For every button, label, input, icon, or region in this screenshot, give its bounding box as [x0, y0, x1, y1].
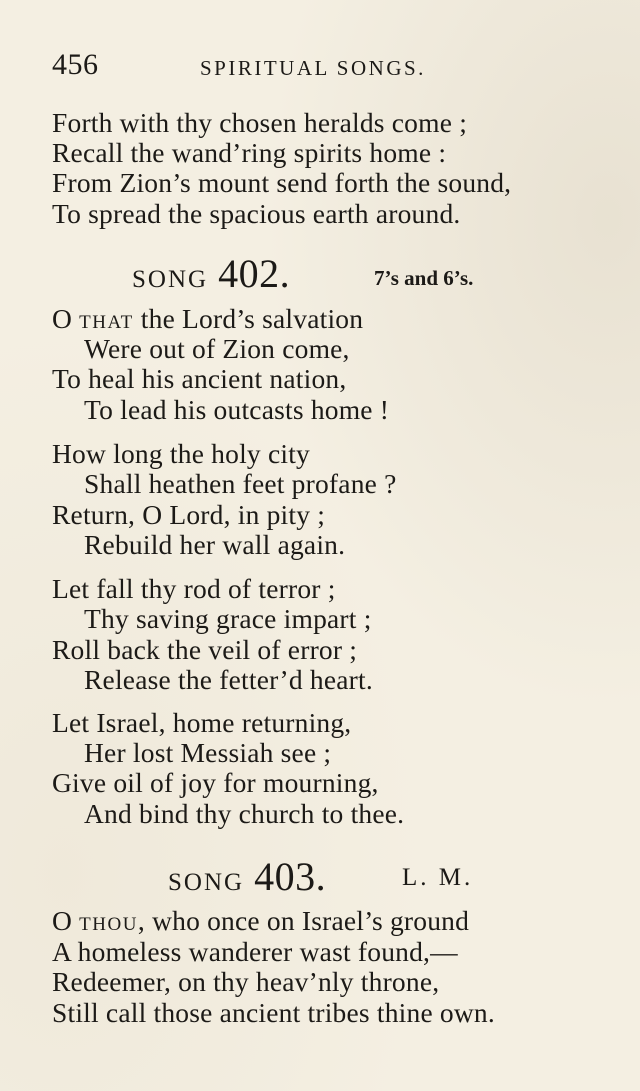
first-line-rest: , who once on Israel’s ground	[137, 905, 470, 936]
verse-line: Forth with thy chosen heralds come ;	[52, 107, 468, 138]
verse-line: Roll back the veil of error ;	[52, 634, 358, 665]
page-number: 456	[52, 48, 99, 81]
verse-line: Release the fetter’d heart.	[84, 664, 373, 695]
verse-line: Were out of Zion come,	[84, 333, 350, 364]
verse-line: Redeemer, on thy heav’nly throne,	[52, 966, 440, 997]
first-word: O	[52, 905, 73, 936]
song-label: SONG	[168, 869, 245, 896]
verse-line: Still call those ancient tribes thine own.	[52, 997, 495, 1028]
first-verse-line	[52, 906, 469, 940]
song-number: 402.	[218, 251, 291, 296]
verse-line: Return, O Lord, in pity ;	[52, 499, 326, 530]
verse-line: To spread the spacious earth around.	[52, 198, 461, 229]
first-word: O	[52, 303, 73, 334]
page-header	[52, 48, 592, 88]
verse-line: From Zion’s mount send forth the sound,	[52, 167, 512, 198]
small-caps-word: THAT	[79, 312, 134, 333]
verse-line: Let Israel, home returning,	[52, 707, 352, 738]
song-403-title	[168, 853, 326, 900]
first-line-rest: the Lord’s salvation	[133, 303, 364, 334]
verse-line: Thy saving grace impart ;	[84, 603, 372, 634]
song-402-title	[132, 250, 290, 297]
verse-line: Shall heathen feet profane ?	[84, 468, 397, 499]
verse-line: To heal his ancient nation,	[52, 363, 347, 394]
verse-line: Let fall thy rod of terror ;	[52, 573, 336, 604]
song-label: SONG	[132, 266, 209, 293]
song-402-meter: 7’s and 6’s.	[374, 266, 474, 290]
verse-line: Recall the wand’ring spirits home :	[52, 137, 447, 168]
running-head: SPIRITUAL SONGS.	[200, 56, 426, 80]
song-number: 403.	[254, 854, 327, 899]
verse-line: A homeless wanderer wast found,—	[52, 936, 458, 967]
small-caps-word: THOU	[79, 914, 138, 935]
verse-line: Her lost Messiah see ;	[84, 737, 332, 768]
verse-line: Rebuild her wall again.	[84, 529, 346, 560]
verse-line: To lead his outcasts home !	[84, 394, 390, 425]
verse-line: And bind thy church to thee.	[84, 798, 405, 829]
song-403-meter: L. M.	[402, 864, 474, 891]
verse-line: How long the holy city	[52, 438, 310, 469]
verse-line: Give oil of joy for mourning,	[52, 767, 379, 798]
